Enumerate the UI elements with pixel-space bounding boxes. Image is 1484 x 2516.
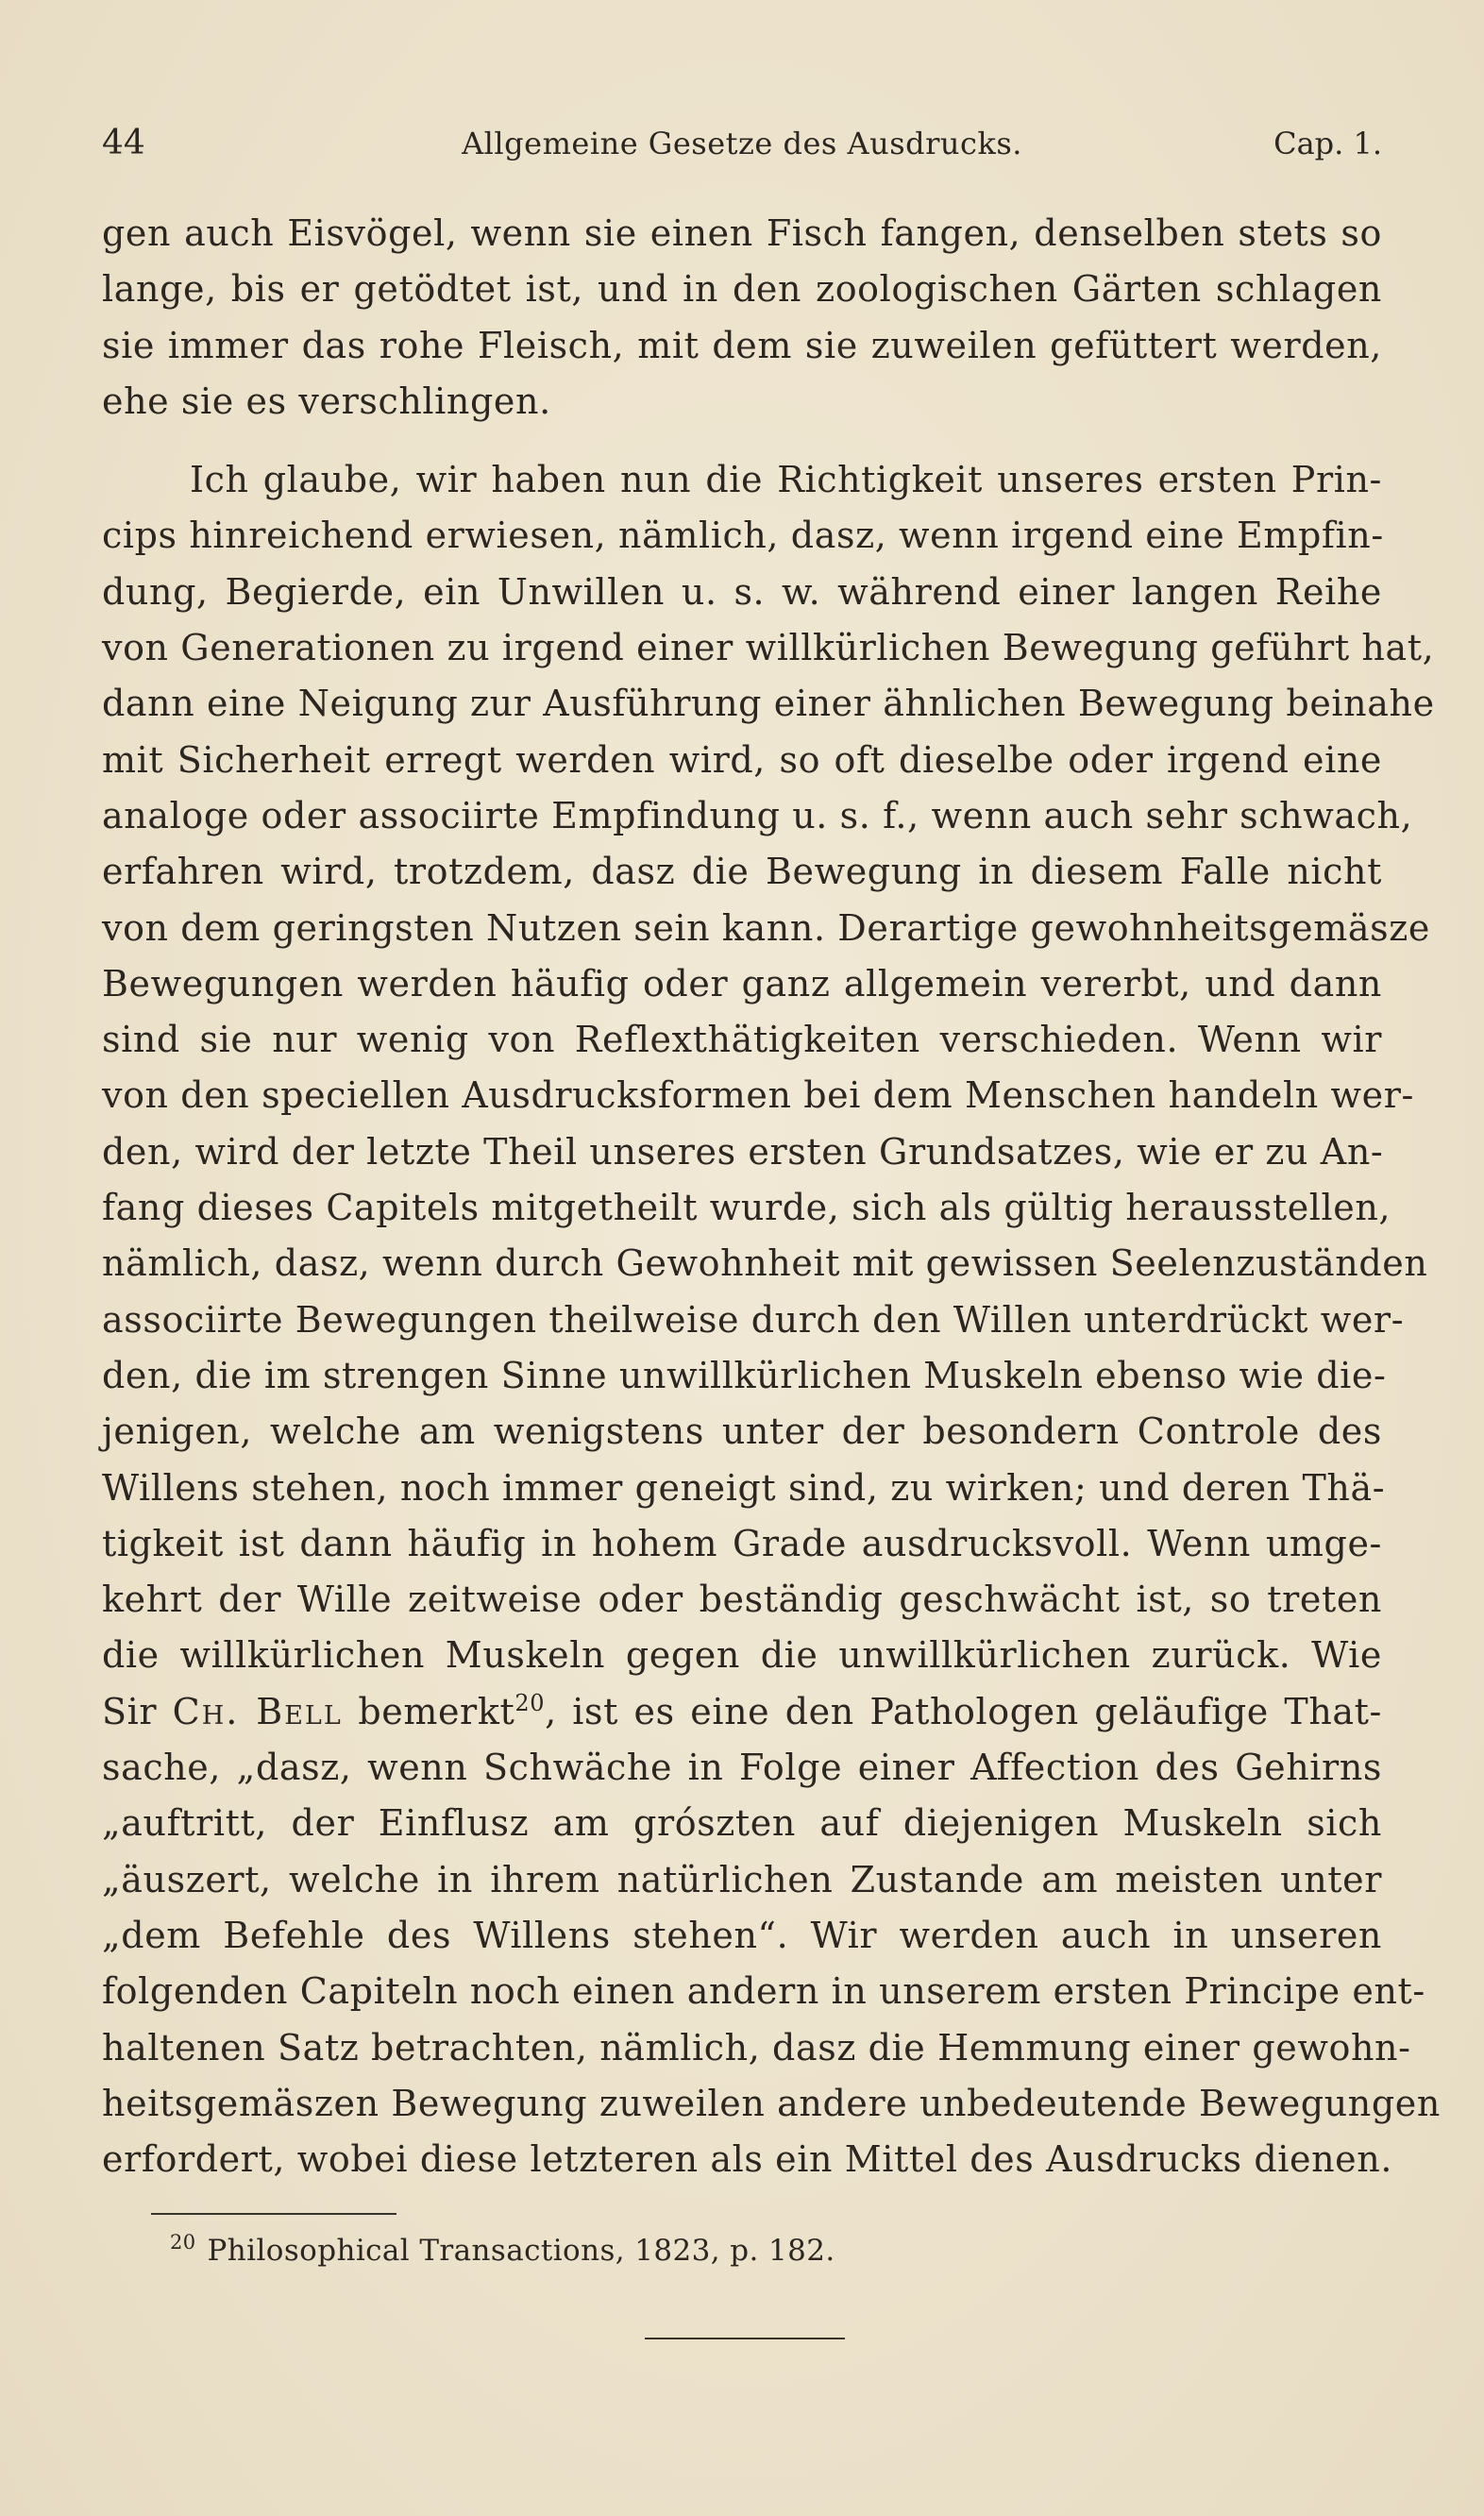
text-line: mit Sicherheit erregt werden wird, so oft dieselbe oder irgend eine: [102, 738, 1382, 781]
text-line: Bewegungen werden häufig oder ganz allgemein vererbt, und dann: [102, 962, 1382, 1005]
text-line: „dem Befehle des Willens stehen“. Wir werden auch in unseren: [102, 1914, 1382, 1956]
body-text: [102, 206, 1441, 2187]
footnote-divider: [151, 2213, 396, 2215]
chapter-label: Cap. 1.: [1273, 126, 1382, 161]
text-line: cips hinreichend erwiesen, nämlich, dasz, wenn irgend eine Empfin-: [102, 515, 1384, 557]
text-line: dung, Begierde, ein Unwillen u. s. w. während einer langen Reihe: [102, 570, 1382, 613]
text-line: „auftritt, der Einflusz am grószten auf diejenigen Muskeln sich: [102, 1802, 1382, 1845]
text-fragment: , ist es eine den Pathologen geläufige That-: [545, 1690, 1382, 1732]
text-line: kehrt der Wille zeitweise oder beständig geschwächt ist, so treten: [102, 1579, 1382, 1621]
text-line: Ich glaube, wir haben nun die Richtigkeit unseres ersten Prin-: [190, 459, 1382, 501]
text-line: sache, „dasz, wenn Schwäche in Folge einer Affection des Gehirns: [102, 1747, 1382, 1789]
text-line: folgenden Capiteln noch einen andern in unserem ersten Principe ent-: [102, 1970, 1425, 2013]
text-line: fang dieses Capitels mitgetheilt wurde, sich als gültig herausstellen,: [102, 1187, 1391, 1229]
text-line: erfahren wird, trotzdem, dasz die Bewegung in diesem Falle nicht: [102, 851, 1382, 893]
text-line-with-citation: [102, 1684, 1382, 1740]
text-line: den, wird der letzte Theil unseres ersten Grundsatzes, wie er zu An-: [102, 1130, 1384, 1173]
footnote-text: Philosophical Transactions, 1823, p. 182.: [207, 2234, 835, 2268]
end-divider: [645, 2338, 845, 2339]
text-line: Willens stehen, noch immer geneigt sind, zu wirken; und deren Thä-: [102, 1466, 1386, 1509]
text-line: den, die im strengen Sinne unwillkürlichen Muskeln ebenso wie die-: [102, 1354, 1387, 1396]
paragraph-principle: [102, 452, 1441, 2187]
text-line: associirte Bewegungen theilweise durch den Willen unterdrückt wer-: [102, 1298, 1405, 1341]
text-line: sind sie nur wenig von Reflexthätigkeiten verschieden. Wenn wir: [102, 1019, 1382, 1061]
text-line: tigkeit ist dann häufig in hohem Grade ausdrucksvoll. Wenn umge-: [102, 1522, 1382, 1564]
text-line: von Generationen zu irgend einer willkürlichen Bewegung geführt hat,: [102, 627, 1435, 669]
text-line: lange, bis er getödtet ist, und in den zoologischen Gärten schlagen: [102, 268, 1382, 311]
text-line: heitsgemäszen Bewegung zuweilen andere unbedeutende Bewegungen: [102, 2082, 1441, 2124]
running-header: [102, 119, 1382, 168]
paragraph-continuation: [102, 206, 1382, 430]
author-name: Ch. Bell: [172, 1690, 343, 1732]
text-fragment: Sir: [102, 1690, 173, 1732]
page-number: 44: [102, 124, 145, 162]
footnote-reference[interactable]: 20: [514, 1689, 546, 1716]
running-title: Allgemeine Gesetze des Ausdrucks.: [462, 126, 1022, 161]
footnote-number: 20: [170, 2231, 196, 2254]
text-line: haltenen Satz betrachten, nämlich, dasz die Hemmung einer gewohn-: [102, 2026, 1411, 2069]
text-line: die willkürlichen Muskeln gegen die unwillkürlichen zurück. Wie: [102, 1634, 1382, 1677]
text-line: gen auch Eisvögel, wenn sie einen Fisch fangen, denselben stets so: [102, 212, 1382, 254]
footnote: [170, 2228, 835, 2273]
text-line: ehe sie es verschlingen.: [102, 380, 551, 422]
text-fragment: bemerkt: [342, 1690, 515, 1732]
text-line: von den speciellen Ausdrucksformen bei dem Menschen handeln wer-: [102, 1074, 1414, 1117]
text-line: analoge oder associirte Empfindung u. s. f., wenn auch sehr schwach,: [102, 794, 1413, 836]
text-line: dann eine Neigung zur Ausführung einer ähnlichen Bewegung beinahe: [102, 683, 1435, 725]
text-line: erfordert, wobei diese letzteren als ein Mittel des Ausdrucks dienen.: [102, 2138, 1393, 2181]
text-line: nämlich, dasz, wenn durch Gewohnheit mit gewissen Seelenzuständen: [102, 1242, 1428, 1285]
text-line: „äuszert, welche in ihrem natürlichen Zustande am meisten unter: [102, 1858, 1382, 1900]
text-line: jenigen, welche am wenigstens unter der besondern Controle des: [102, 1410, 1382, 1453]
text-line: sie immer das rohe Fleisch, mit dem sie zuweilen gefüttert werden,: [102, 324, 1382, 366]
text-line: von dem geringsten Nutzen sein kann. Derartige gewohnheitsgemäsze: [102, 906, 1430, 949]
